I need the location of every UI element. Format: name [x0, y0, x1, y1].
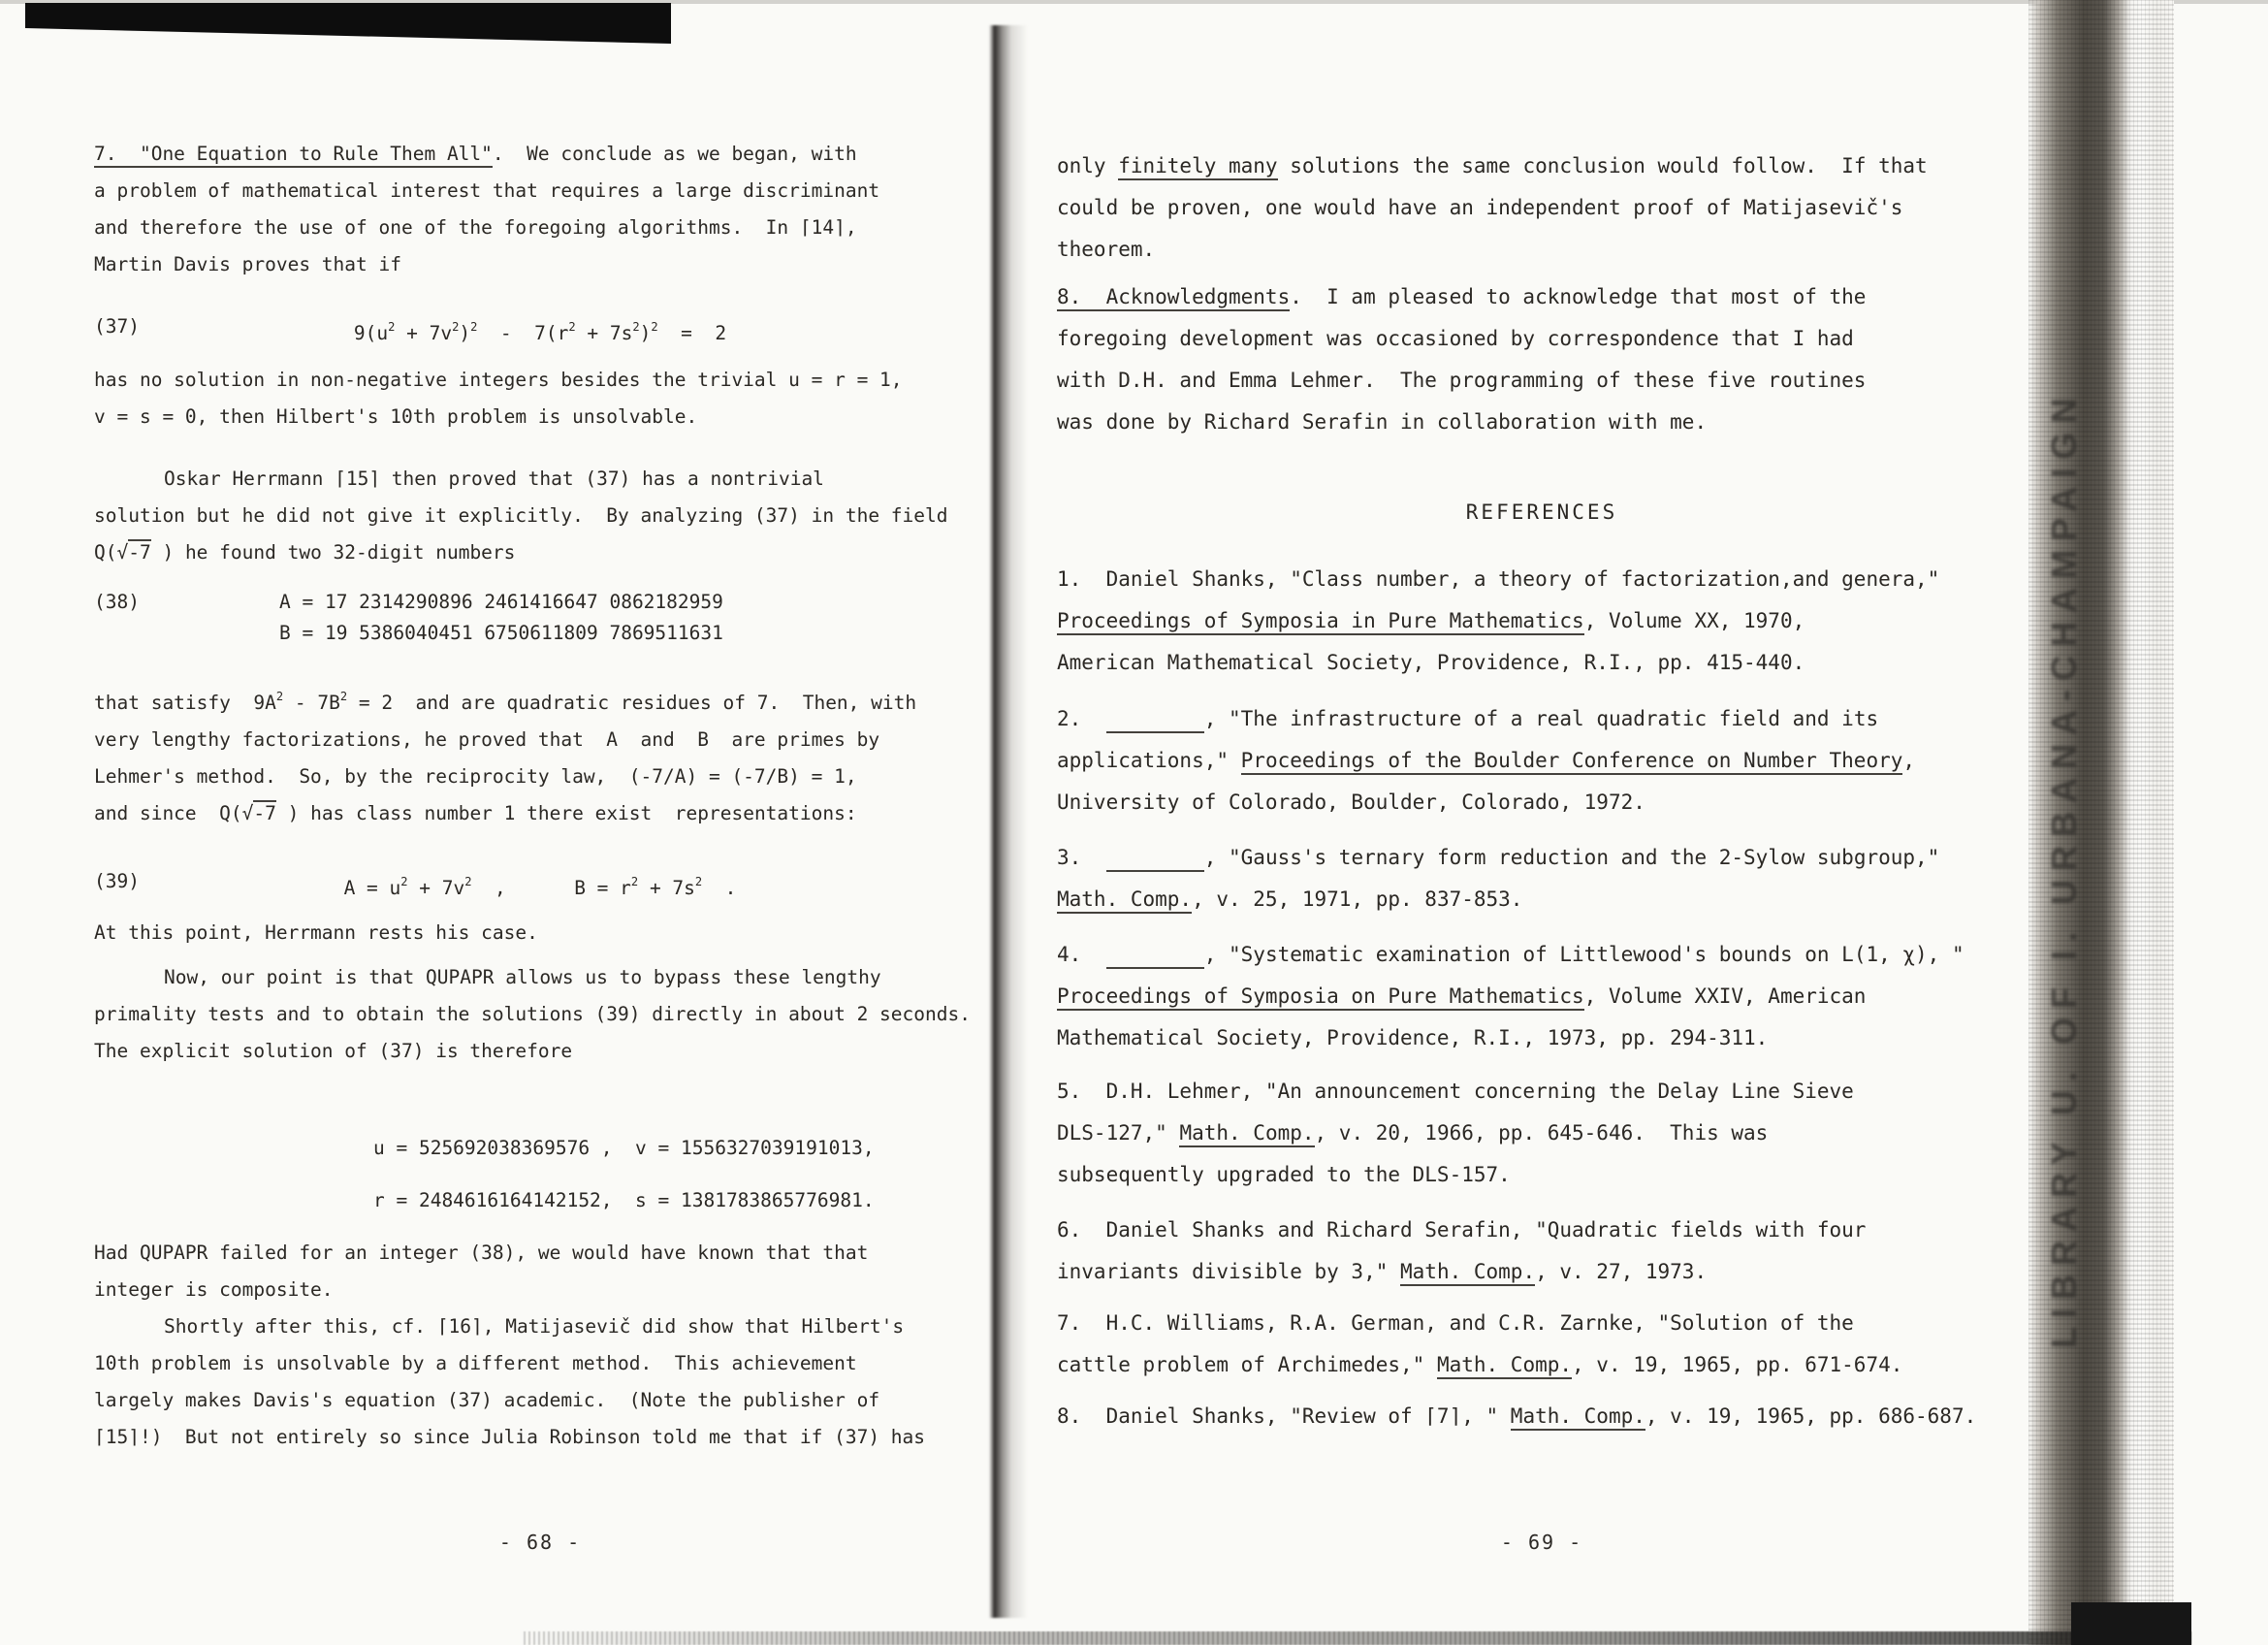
text-line: Mathematical Society, Providence, R.I., 1973, pp. 294-311.	[1057, 1026, 1769, 1049]
book-spine-edge	[2028, 0, 2174, 1645]
text-line: 8. Acknowledgments. I am pleased to acknowledge that most of the	[1057, 276, 2027, 318]
equation-label: (37)	[94, 315, 140, 338]
text-line: and since Q(√-7 ) has class number 1 there exist representations:	[94, 802, 857, 824]
right-page-text	[1057, 145, 2027, 1437]
text-line: Now, our point is that QUPAPR allows us to bypass these lengthy	[164, 966, 881, 988]
text-line: with D.H. and Emma Lehmer. The programming of these five routines	[1057, 369, 1867, 392]
paragraph	[1057, 698, 2027, 823]
paragraph	[1057, 837, 2027, 920]
equation	[94, 587, 986, 649]
text-line: invariants divisible by 3," Math. Comp., v. 27, 1973.	[1057, 1251, 2027, 1293]
text-line: $9(u^2 + 7v^2)^2 - 7(r^2 + 7s^2)^2 = 2$	[353, 320, 727, 344]
scan-artifact-corner-block	[2071, 1602, 2191, 1645]
paragraph	[1057, 934, 2027, 1059]
equation	[94, 1122, 986, 1227]
text-line: and therefore the use of one of the foregoing algorithms. In ⌈14⌉,	[94, 216, 857, 239]
paragraph	[1057, 559, 2027, 684]
text-line: Q(√-7 ) he found two 32-digit numbers	[94, 541, 516, 564]
paragraph	[1057, 1210, 2027, 1293]
text-line: Math. Comp., v. 25, 1971, pp. 837-853.	[1057, 879, 2027, 920]
text-line: 4. , "Systematic examination of Littlewood's bounds on L(1, χ), "	[1057, 934, 2027, 976]
text-line: cattle problem of Archimedes," Math. Comp., v. 19, 1965, pp. 671-674.	[1057, 1344, 2027, 1386]
left-page-text	[94, 136, 986, 1456]
text-line: was done by Richard Serafin in collaboration with me.	[1057, 410, 1708, 434]
text-line: At this point, Herrmann rests his case.	[94, 921, 538, 944]
text-line: 1. Daniel Shanks, "Class number, a theory of factorization,and genera,"	[1057, 567, 1940, 591]
text-line: foregoing development was occasioned by correspondence that I had	[1057, 327, 1854, 350]
left-page	[0, 0, 989, 1645]
text-line: Martin Davis proves that if	[94, 253, 401, 275]
text-line: that satisfy $9A^2 - 7B^2 = 2$ and are quadratic residues of 7. Then, with	[94, 690, 917, 714]
text-line: 8. Daniel Shanks, "Review of ⌈7⌉, " Math. Comp., v. 19, 1965, pp. 686-687.	[1057, 1396, 2027, 1437]
text-line: a problem of mathematical interest that requires a large discriminant	[94, 179, 880, 202]
text-line: r = 2484616164142152, s = 1381783865776981.	[373, 1189, 875, 1211]
text-line: DLS-127," Math. Comp., v. 20, 1966, pp. 645-646. This was	[1057, 1113, 2027, 1154]
text-line: largely makes Davis's equation (37) academic. (Note the publisher of	[94, 1389, 880, 1411]
text-line: 5. D.H. Lehmer, "An announcement concerning the Delay Line Sieve	[1057, 1080, 1854, 1103]
paragraph	[94, 959, 986, 1070]
paragraph	[94, 1235, 986, 1308]
equation-label: (39)	[94, 870, 140, 892]
library-stamp-text: LIBRARY U. OF I. URBANA-CHAMPAIGN	[2044, 389, 2084, 1348]
text-line: has no solution in non-negative integers besides the trivial u = r = 1,	[94, 369, 903, 391]
paragraph	[94, 915, 986, 952]
text-line: Oskar Herrmann ⌈15⌉ then proved that (37) has a nontrivial	[164, 468, 824, 490]
text-line: v = s = 0, then Hilbert's 10th problem is unsolvable.	[94, 405, 698, 428]
paragraph	[1057, 1396, 2027, 1437]
paragraph	[94, 461, 986, 571]
text-line: Shortly after this, cf. ⌈16⌉, Matijasevič did show that Hilbert's	[164, 1315, 905, 1338]
text-line: REFERENCES	[1465, 500, 1618, 524]
text-line: theorem.	[1057, 238, 1156, 261]
section-heading	[1057, 492, 2027, 533]
text-line: B = 19 5386040451 6750611809 7869511631	[279, 622, 723, 644]
text-line: University of Colorado, Boulder, Colorado, 1972.	[1057, 790, 1645, 814]
text-line: $A = u^2 + 7v^2$ , $B = r^2 + 7s^2$ .	[343, 875, 737, 899]
text-line: 10th problem is unsolvable by a different method. This achievement	[94, 1352, 857, 1374]
paragraph	[1057, 1303, 2027, 1386]
text-line: ⌈15⌉!) But not entirely so since Julia Robinson told me that if (37) has	[94, 1426, 926, 1448]
text-line: The explicit solution of (37) is therefore	[94, 1040, 573, 1062]
text-line: solution but he did not give it explicitly. By analyzing (37) in the field	[94, 504, 948, 527]
text-line: u = 525692038369576 , v = 1556327039191013,	[373, 1137, 875, 1159]
text-line: integer is composite.	[94, 1278, 334, 1301]
equation	[94, 863, 986, 907]
equation	[94, 308, 986, 352]
text-line: Proceedings of Symposia in Pure Mathematics, Volume XX, 1970,	[1057, 600, 2027, 642]
text-line: 3. , "Gauss's ternary form reduction and the 2-Sylow subgroup,"	[1057, 837, 2027, 879]
text-line: Proceedings of Symposia on Pure Mathematics, Volume XXIV, American	[1057, 976, 2027, 1017]
paragraph	[94, 136, 986, 283]
text-line: subsequently upgraded to the DLS-157.	[1057, 1163, 1511, 1186]
text-line: 7. H.C. Williams, R.A. German, and C.R. Zarnke, "Solution of the	[1057, 1311, 1854, 1335]
right-page	[1028, 0, 2056, 1645]
scan-artifact-bottom-band	[524, 1631, 2191, 1645]
paragraph	[1057, 1071, 2027, 1196]
text-line: 6. Daniel Shanks and Richard Serafin, "Quadratic fields with four	[1057, 1218, 1867, 1242]
text-line: 2. , "The infrastructure of a real quadratic field and its	[1057, 698, 2027, 740]
text-line: could be proven, one would have an independent proof of Matijasevič's	[1057, 196, 1903, 219]
text-line: Lehmer's method. So, by the reciprocity law, (-7/A) = (-7/B) = 1,	[94, 765, 857, 788]
right-page-number: - 69 -	[1500, 1531, 1583, 1554]
paragraph	[94, 362, 986, 435]
left-page-number: - 68 -	[498, 1531, 582, 1554]
text-line: very lengthy factorizations, he proved that A and B are primes by	[94, 728, 880, 751]
paragraph	[94, 1308, 986, 1456]
page-gutter-shadow	[989, 25, 1028, 1618]
equation-label: (38)	[94, 591, 140, 613]
paragraph	[94, 678, 986, 832]
text-line: only finitely many solutions the same conclusion would follow. If that	[1057, 145, 2027, 187]
paragraph	[1057, 276, 2027, 443]
text-line: Had QUPAPR failed for an integer (38), we would have known that that	[94, 1242, 869, 1264]
text-line: 7. "One Equation to Rule Them All". We conclude as we began, with	[94, 136, 986, 173]
text-line: American Mathematical Society, Providence, R.I., pp. 415-440.	[1057, 651, 1805, 674]
text-line: primality tests and to obtain the solutions (39) directly in about 2 seconds.	[94, 1003, 971, 1025]
paragraph	[1057, 145, 2027, 271]
text-line: A = 17 2314290896 2461416647 0862182959	[279, 591, 723, 613]
text-line: applications," Proceedings of the Boulder Conference on Number Theory,	[1057, 740, 2027, 782]
